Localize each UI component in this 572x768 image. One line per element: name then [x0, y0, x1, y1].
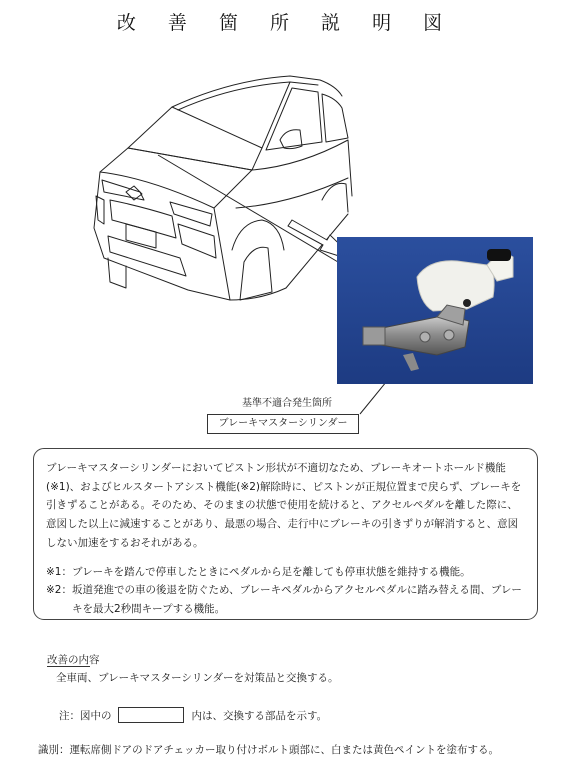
improvement-heading: 改善の内容 — [47, 654, 100, 666]
part-name-box: ブレーキマスターシリンダー — [207, 414, 359, 434]
legend-note — [59, 707, 327, 723]
note-2 — [46, 581, 525, 618]
page-title: 改 善 箇 所 説 明 図 — [116, 12, 456, 34]
note-1 — [46, 563, 525, 582]
legend-suffix: 内は、交換する部品を示す。 — [191, 709, 328, 722]
note-1-marker: ※1： — [46, 565, 72, 578]
legend-prefix: 注：図中の — [59, 709, 112, 722]
legend-box-symbol — [118, 707, 184, 723]
identification-text: 識別：運転席側ドアのドアチェッカー取り付けボルト頭部に、白または黄色ペイントを塗布する。 — [38, 744, 500, 756]
improvement-heading-underline — [47, 666, 90, 667]
description-text: ブレーキマスターシリンダーにおいてピストン形状が不適切なため、ブレーキオートホールド機能(※1)、およびヒルスタートアシスト機能(※2)解除時に、ピストンが正規位置まで戻らず、ブレーキを引きずることがある。そのため、そのままの状態で使用を続けると、アクセルペダルを離した際に、意図した以上に減速することがあり、最悪の場合、走行中にブレーキの引きずりが解消すると、意図しない加速をするおそれがある。 — [46, 462, 522, 549]
part-photo — [337, 237, 533, 384]
note-2-text: 坂道発進での車の後退を防ぐため、ブレーキペダルからアクセルペダルに踏み替える間、ブレーキを最大2秒間キープする機能。 — [72, 584, 522, 615]
improvement-text: 全車両、ブレーキマスターシリンダーを対策品と交換する。 — [56, 672, 339, 684]
description-box — [33, 448, 538, 620]
note-1-text: ブレーキを踏んで停車したときにペダルから足を離しても停車状態を維持する機能。 — [72, 565, 471, 578]
note-2-marker: ※2： — [46, 584, 72, 597]
defect-site-label: 基準不適合発生箇所 — [242, 398, 332, 409]
